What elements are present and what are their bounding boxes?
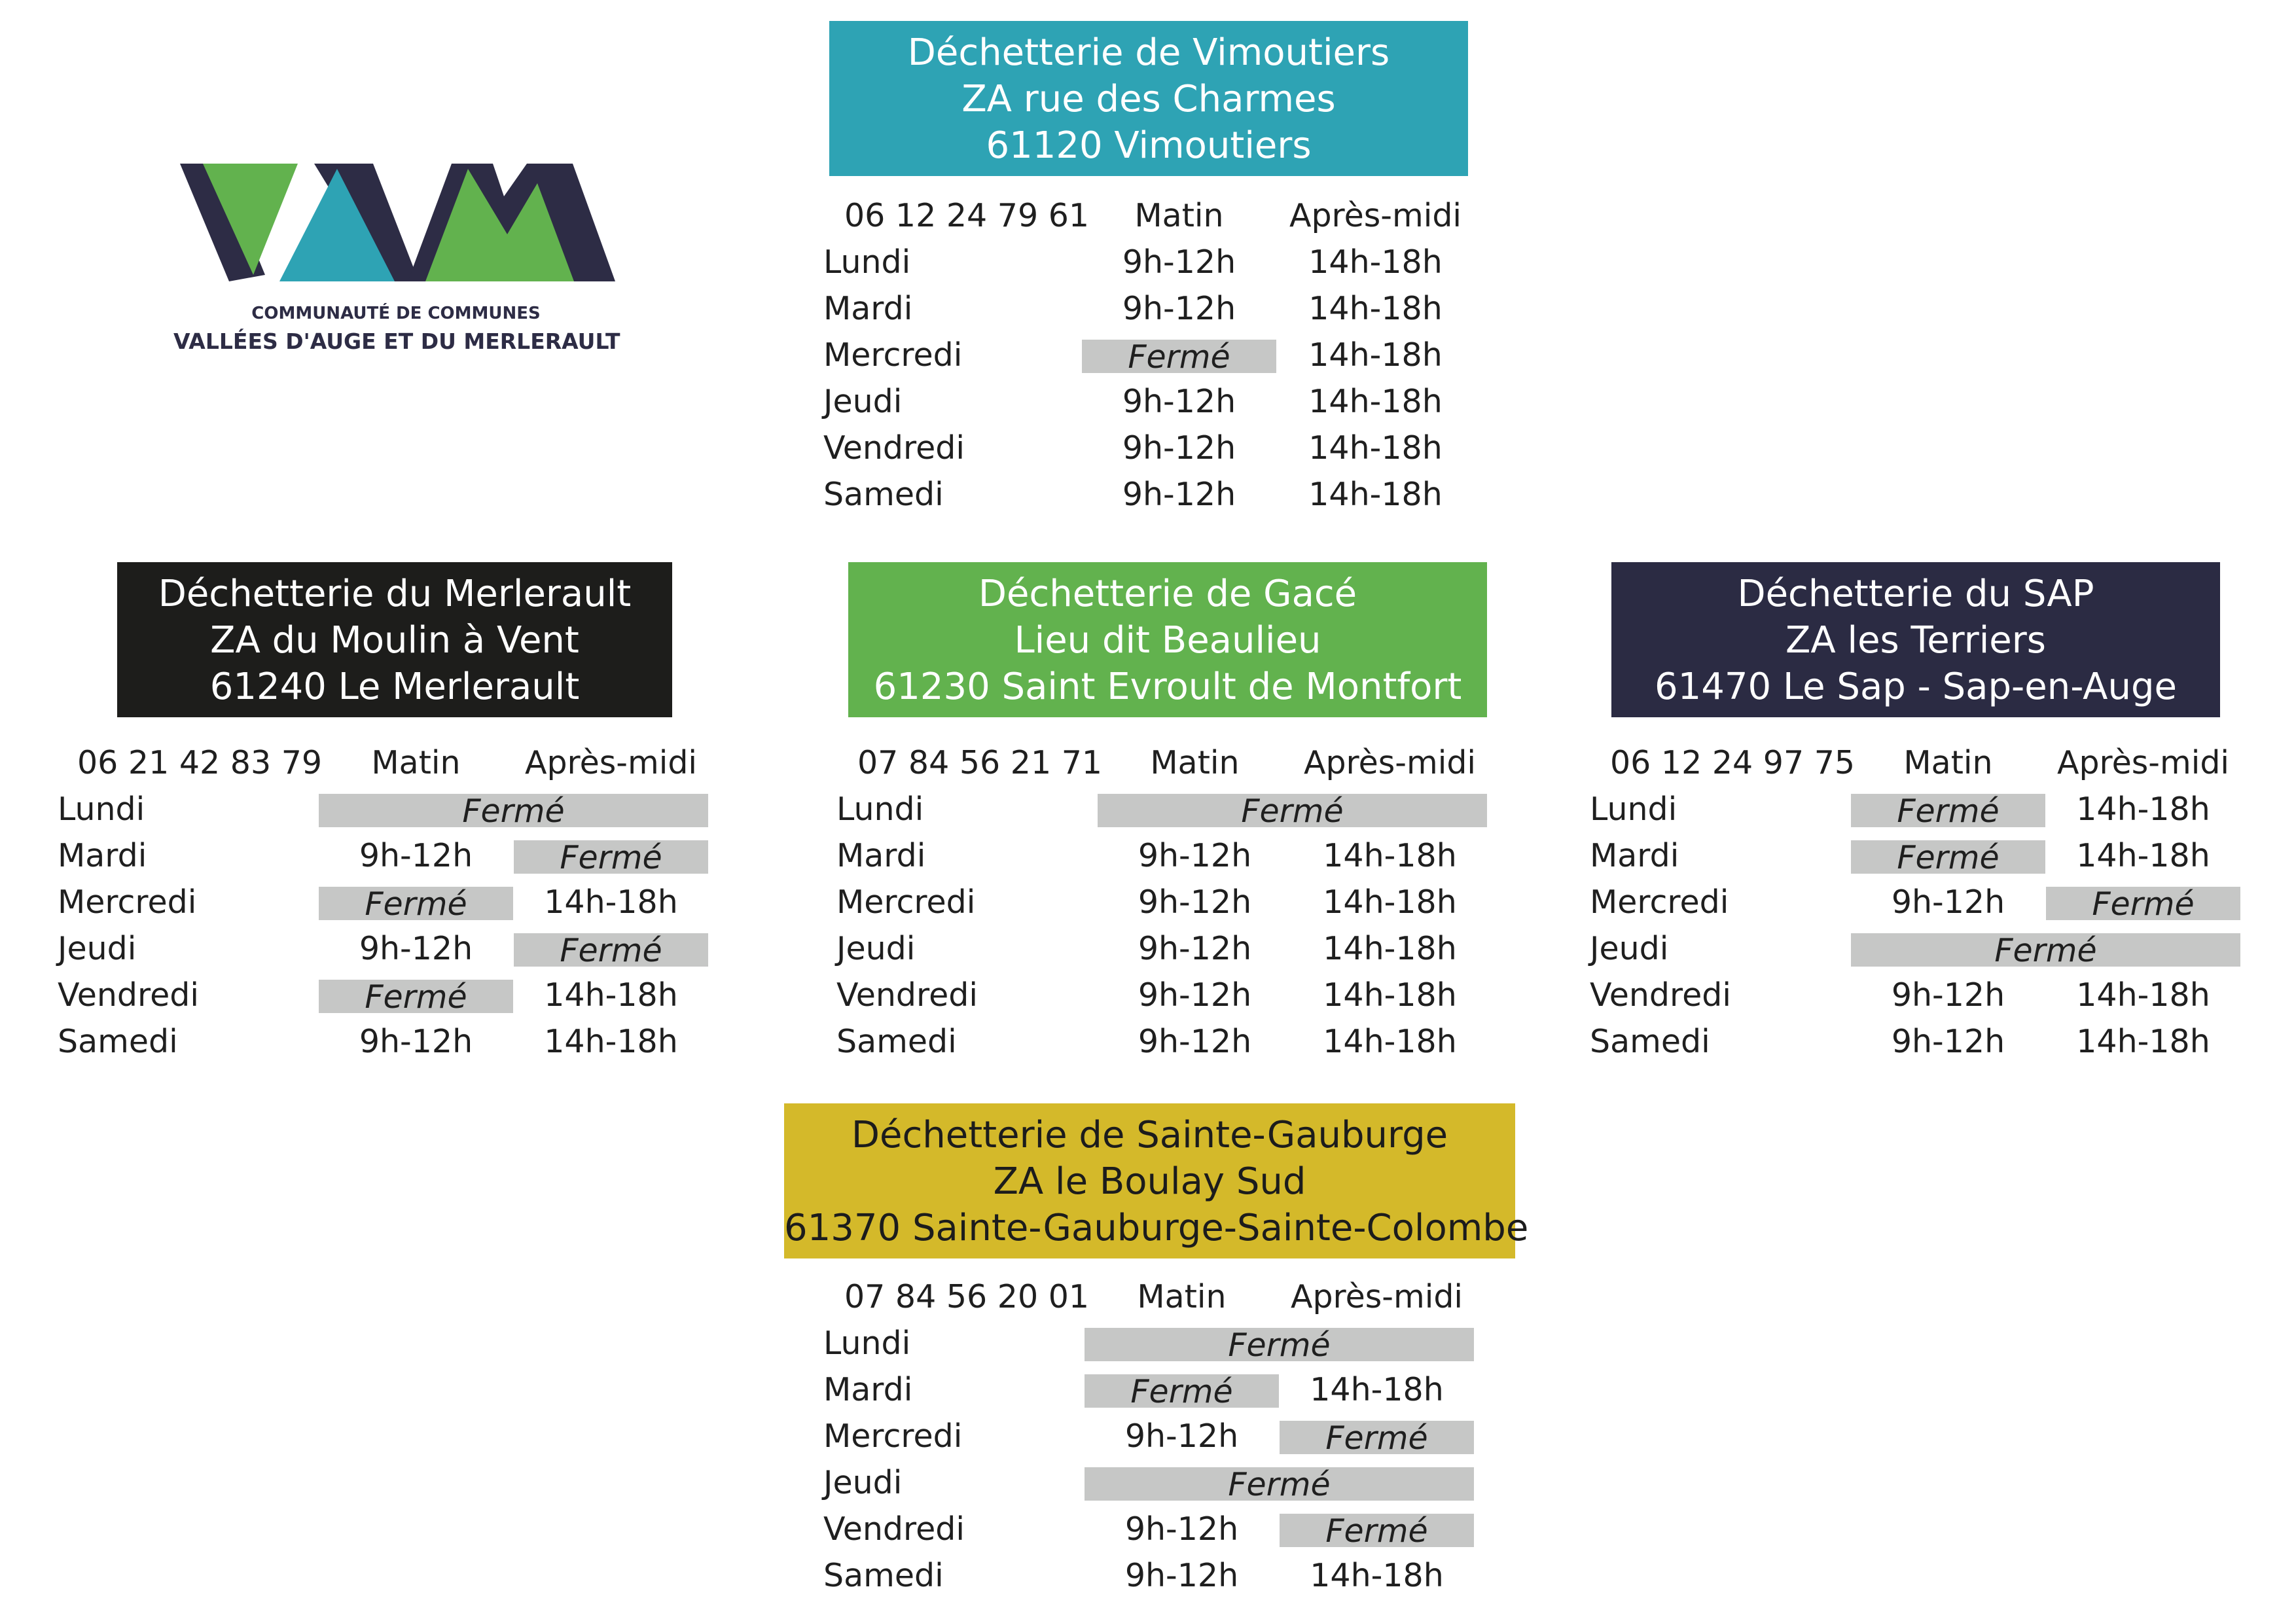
day-label: Vendredi: [1590, 976, 1731, 1014]
morning-hours: 9h-12h: [1124, 1418, 1239, 1455]
site-postcode-city: 61470 Le Sap - Sap-en-Auge: [1655, 666, 2177, 708]
day-label: Mardi: [823, 290, 913, 327]
schedule-header-row: [0, 192, 2296, 239]
day-label: Mercredi: [1590, 883, 1729, 921]
schedule-row: [0, 1018, 2296, 1065]
afternoon-hours: 14h-18h: [1308, 290, 1443, 327]
morning-hours: 9h-12h: [1122, 383, 1236, 420]
afternoon-hours: 14h-18h: [1323, 883, 1457, 921]
morning-hours: 9h-12h: [359, 837, 473, 874]
closed-badge: Fermé: [1085, 1374, 1279, 1408]
day-label: Jeudi: [823, 1464, 903, 1501]
schedule-row: [0, 425, 2296, 471]
afternoon-hours: 14h-18h: [2076, 791, 2210, 828]
closed-badge: Fermé: [514, 840, 708, 874]
day-label: Samedi: [823, 476, 944, 513]
site-name: Déchetterie de Sainte-Gauburge: [851, 1114, 1448, 1156]
logo-subtitle-line2: VALLÉES D'AUGE ET DU MERLERAULT: [173, 329, 620, 354]
schedule-row: [0, 925, 2296, 972]
afternoon-hours: 14h-18h: [1308, 383, 1443, 420]
site-name: Déchetterie du Merlerault: [158, 573, 632, 615]
schedule-row: [0, 239, 2296, 285]
morning-hours: 9h-12h: [359, 1023, 473, 1060]
afternoon-hours: 14h-18h: [2076, 837, 2210, 874]
morning-hours: 9h-12h: [1124, 1510, 1239, 1548]
day-label: Mardi: [836, 837, 926, 874]
afternoon-hours: 14h-18h: [544, 883, 678, 921]
schedule-header-row: [0, 1274, 2296, 1320]
schedule-header-row: [0, 740, 2296, 786]
afternoon-hours: 14h-18h: [1310, 1371, 1444, 1408]
afternoon-hours: 14h-18h: [544, 976, 678, 1014]
afternoon-hours: 14h-18h: [1323, 976, 1457, 1014]
afternoon-hours: 14h-18h: [1323, 1023, 1457, 1060]
site-name: Déchetterie de Gacé: [978, 573, 1357, 615]
afternoon-hours: 14h-18h: [2076, 1023, 2210, 1060]
site-name: Déchetterie de Vimoutiers: [907, 31, 1390, 74]
day-label: Mardi: [1590, 837, 1679, 874]
site-name: Déchetterie du SAP: [1737, 573, 2094, 615]
schedule-row: [0, 378, 2296, 425]
schedule-row: [0, 879, 2296, 925]
schedule-row: [0, 285, 2296, 332]
day-label: Lundi: [823, 243, 911, 281]
closed-badge: Fermé: [319, 794, 708, 827]
day-label: Mercredi: [823, 1418, 963, 1455]
phone-number[interactable]: 06 12 24 97 75: [1610, 744, 1856, 781]
schedule-row: [0, 1506, 2296, 1552]
day-label: Samedi: [1590, 1023, 1710, 1060]
day-label: Samedi: [823, 1557, 944, 1594]
closed-badge: Fermé: [1280, 1421, 1474, 1454]
schedule-row: [0, 1413, 2296, 1459]
schedule-row: [0, 786, 2296, 832]
logo-subtitle-line1: COMMUNAUTÉ DE COMMUNES: [251, 304, 541, 323]
site-header: [117, 562, 672, 717]
site-postcode-city: 61230 Saint Evroult de Montfort: [873, 666, 1462, 708]
schedule-row: [0, 1366, 2296, 1413]
schedule-row: [0, 832, 2296, 879]
column-afternoon-label: Après-midi: [1289, 197, 1462, 234]
closed-badge: Fermé: [1851, 840, 2045, 874]
day-label: Vendredi: [58, 976, 199, 1014]
column-afternoon-label: Après-midi: [524, 744, 698, 781]
afternoon-hours: 14h-18h: [1323, 837, 1457, 874]
schedule-row: [0, 1320, 2296, 1366]
morning-hours: 9h-12h: [359, 930, 473, 967]
column-morning-label: Matin: [1134, 197, 1224, 234]
column-morning-label: Matin: [1137, 1278, 1227, 1315]
site-postcode-city: 61120 Vimoutiers: [986, 124, 1312, 167]
site-postcode-city: 61370 Sainte-Gauburge-Sainte-Colombe: [784, 1207, 1529, 1249]
day-label: Jeudi: [836, 930, 916, 967]
phone-number[interactable]: 06 12 24 79 61: [844, 197, 1090, 234]
afternoon-hours: 14h-18h: [1308, 429, 1443, 467]
closed-badge: Fermé: [2046, 887, 2240, 920]
day-label: Jeudi: [823, 383, 903, 420]
closed-badge: Fermé: [319, 980, 513, 1013]
schedule-row: [0, 972, 2296, 1018]
site-header: [1611, 562, 2220, 717]
site-header: [848, 562, 1487, 717]
column-morning-label: Matin: [1150, 744, 1240, 781]
phone-number[interactable]: 06 21 42 83 79: [77, 744, 323, 781]
schedule-row: [0, 1552, 2296, 1599]
site-address: ZA rue des Charmes: [961, 78, 1336, 120]
site-address: ZA du Moulin à Vent: [210, 619, 579, 662]
morning-hours: 9h-12h: [1122, 243, 1236, 281]
morning-hours: 9h-12h: [1122, 476, 1236, 513]
site-header: [829, 21, 1468, 176]
schedule-row: [0, 471, 2296, 518]
day-label: Vendredi: [823, 1510, 965, 1548]
day-label: Vendredi: [836, 976, 978, 1014]
closed-badge: Fermé: [1851, 794, 2045, 827]
site-address: ZA les Terriers: [1785, 619, 2046, 662]
morning-hours: 9h-12h: [1891, 1023, 2005, 1060]
closed-badge: Fermé: [1085, 1467, 1474, 1501]
closed-badge: Fermé: [1082, 340, 1276, 373]
closed-badge: Fermé: [1851, 933, 2240, 967]
afternoon-hours: 14h-18h: [1308, 243, 1443, 281]
column-afternoon-label: Après-midi: [1290, 1278, 1463, 1315]
column-morning-label: Matin: [1903, 744, 1993, 781]
morning-hours: 9h-12h: [1124, 1557, 1239, 1594]
closed-badge: Fermé: [1280, 1514, 1474, 1547]
afternoon-hours: 14h-18h: [544, 1023, 678, 1060]
day-label: Mercredi: [823, 336, 963, 374]
day-label: Mardi: [823, 1371, 913, 1408]
morning-hours: 9h-12h: [1122, 429, 1236, 467]
afternoon-hours: 14h-18h: [2076, 976, 2210, 1014]
day-label: Mercredi: [836, 883, 976, 921]
morning-hours: 9h-12h: [1138, 930, 1252, 967]
closed-badge: Fermé: [514, 933, 708, 967]
column-afternoon-label: Après-midi: [1303, 744, 1477, 781]
afternoon-hours: 14h-18h: [1310, 1557, 1444, 1594]
morning-hours: 9h-12h: [1122, 290, 1236, 327]
day-label: Mercredi: [58, 883, 197, 921]
column-afternoon-label: Après-midi: [2056, 744, 2230, 781]
site-header: [784, 1103, 1529, 1258]
day-label: Jeudi: [58, 930, 137, 967]
closed-badge: Fermé: [1085, 1328, 1474, 1361]
phone-number[interactable]: 07 84 56 20 01: [844, 1278, 1090, 1315]
morning-hours: 9h-12h: [1891, 976, 2005, 1014]
schedule-row: [0, 332, 2296, 378]
site-postcode-city: 61240 Le Merlerault: [209, 666, 580, 708]
afternoon-hours: 14h-18h: [1308, 476, 1443, 513]
column-morning-label: Matin: [371, 744, 461, 781]
morning-hours: 9h-12h: [1138, 837, 1252, 874]
schedule-row: [0, 1459, 2296, 1506]
day-label: Lundi: [823, 1325, 911, 1362]
afternoon-hours: 14h-18h: [1308, 336, 1443, 374]
day-label: Samedi: [58, 1023, 178, 1060]
day-label: Mardi: [58, 837, 147, 874]
day-label: Vendredi: [823, 429, 965, 467]
phone-number[interactable]: 07 84 56 21 71: [857, 744, 1103, 781]
morning-hours: 9h-12h: [1138, 1023, 1252, 1060]
morning-hours: 9h-12h: [1138, 883, 1252, 921]
day-label: Samedi: [836, 1023, 957, 1060]
day-label: Lundi: [1590, 791, 1677, 828]
morning-hours: 9h-12h: [1891, 883, 2005, 921]
site-address: ZA le Boulay Sud: [993, 1160, 1306, 1203]
site-address: Lieu dit Beaulieu: [1014, 619, 1321, 662]
closed-badge: Fermé: [319, 887, 513, 920]
closed-badge: Fermé: [1098, 794, 1487, 827]
afternoon-hours: 14h-18h: [1323, 930, 1457, 967]
day-label: Lundi: [58, 791, 145, 828]
day-label: Lundi: [836, 791, 924, 828]
day-label: Jeudi: [1590, 930, 1669, 967]
morning-hours: 9h-12h: [1138, 976, 1252, 1014]
